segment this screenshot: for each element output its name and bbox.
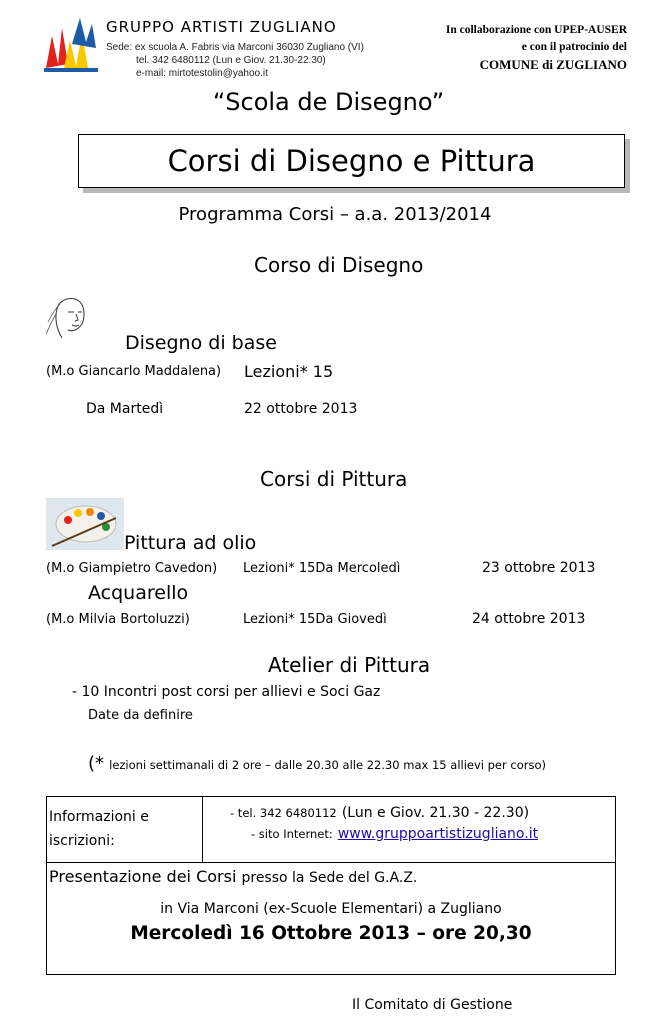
presentation-location: in Via Marconi (ex-Scuole Elementari) a Zugliano	[160, 901, 502, 917]
org-name: GRUPPO ARTISTI ZUGLIANO	[106, 18, 337, 36]
footnote	[88, 753, 546, 774]
oil-course-name: Pittura ad olio	[124, 532, 257, 554]
info-phone-line	[230, 802, 529, 821]
drawing-teacher: (M.o Giancarlo Maddalena)	[46, 364, 222, 379]
org-email: e-mail: mirtotestolin@yahoo.it	[136, 68, 268, 79]
main-title: Corsi di Disegno e Pittura	[167, 144, 536, 178]
info-site-line	[251, 823, 538, 842]
group-logo	[42, 14, 100, 74]
signature: Il Comitato di Gestione	[352, 997, 513, 1013]
painting-section-title: Corsi di Pittura	[260, 467, 408, 491]
info-label-line-1: Informazioni e	[49, 809, 149, 825]
atelier-line-1: - 10 Incontri post corsi per allievi e Soci Gaz	[72, 684, 381, 700]
watercolor-lessons: Lezioni* 15Da Giovedì	[243, 612, 387, 627]
school-name: “Scola de Disegno”	[212, 88, 445, 116]
collab-line-3: COMUNE di ZUGLIANO	[479, 57, 627, 72]
table-divider-vertical	[202, 797, 203, 862]
program-subtitle: Programma Corsi – a.a. 2013/2014	[178, 204, 492, 225]
watercolor-date: 24 ottobre 2013	[472, 611, 586, 627]
org-address: Sede: ex scuola A. Fabris via Marconi 36030 Zugliano (VI)	[106, 42, 364, 53]
atelier-line-2: Date da definire	[88, 708, 193, 723]
org-phone: tel. 342 6480112 (Lun e Giov. 21.30-22.30)	[136, 55, 326, 66]
main-title-box	[78, 134, 625, 188]
drawing-course-name: Disegno di base	[125, 332, 277, 354]
info-phone: - tel. 342 6480112	[230, 806, 337, 820]
oil-date: 23 ottobre 2013	[482, 560, 596, 576]
drawing-lessons: Lezioni* 15	[244, 362, 334, 381]
face-sketch-icon	[44, 294, 104, 342]
table-divider-horizontal	[47, 862, 615, 863]
presentation-rest: presso la Sede del G.A.Z.	[241, 870, 418, 886]
collab-line-1: In collaborazione con UPEP-AUSER	[445, 24, 627, 36]
watercolor-teacher: (M.o Milvia Bortoluzzi)	[46, 612, 190, 627]
oil-teacher: (M.o Giampietro Cavedon)	[46, 561, 218, 576]
oil-lessons: Lezioni* 15Da Mercoledì	[243, 561, 401, 576]
footnote-text: lezioni settimanali di 2 ore – dalle 20.30 alle 22.30 max 15 allievi per corso)	[109, 758, 546, 772]
info-site-label: - sito Internet:	[251, 827, 333, 841]
watercolor-course-name: Acquarello	[88, 582, 189, 604]
drawing-start-day: Da Martedì	[86, 401, 164, 417]
presentation-line	[49, 867, 417, 886]
palette-icon	[46, 498, 124, 550]
collab-line-2: e con il patrocinio del	[521, 41, 627, 53]
presentation-datetime: Mercoledì 16 Ottobre 2013 – ore 20,30	[130, 923, 532, 944]
presentation-intro: Presentazione dei Corsi	[49, 867, 237, 886]
info-table	[46, 796, 616, 975]
atelier-title: Atelier di Pittura	[268, 653, 431, 677]
drawing-section-title: Corso di Disegno	[254, 253, 424, 277]
footnote-mark: (*	[88, 753, 105, 774]
info-phone-hours: (Lun e Giov. 21.30 - 22.30)	[341, 805, 530, 821]
collaboration-block	[446, 22, 627, 73]
info-label-line-2: iscrizioni:	[49, 833, 115, 849]
info-site-link[interactable]: www.gruppoartistizugliano.it	[337, 826, 539, 842]
drawing-start-date: 22 ottobre 2013	[244, 401, 358, 417]
